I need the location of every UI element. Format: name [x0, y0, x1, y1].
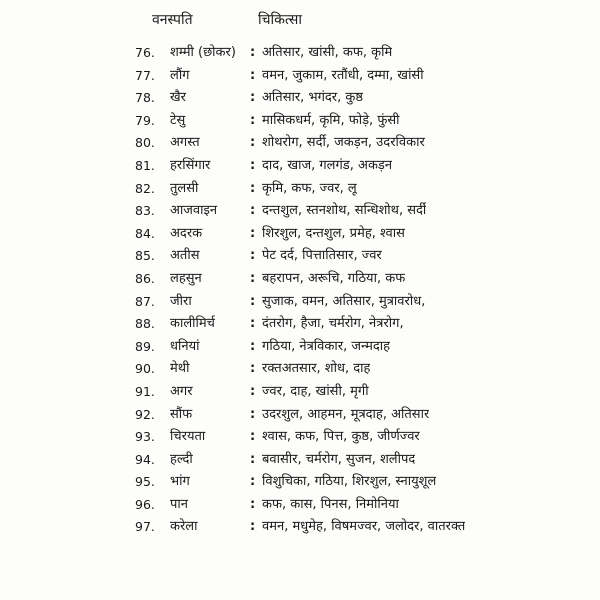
separator-colon: :: [250, 157, 256, 173]
list-item: [0, 268, 600, 291]
item-number: 84.: [135, 225, 155, 241]
plant-name: धनियां: [170, 338, 200, 354]
treatment-uses: कृमि, कफ, ज्वर, लू: [262, 180, 357, 196]
list-item: [0, 245, 600, 268]
list-item: [0, 516, 600, 539]
list-item: [0, 291, 600, 314]
treatment-uses: शिरशुल, दन्तशुल, प्रमेह, श्वास: [262, 225, 405, 241]
item-number: 96.: [135, 496, 155, 512]
plant-name: लौंग: [170, 67, 190, 83]
list-item: [0, 358, 600, 381]
item-number: 83.: [135, 203, 155, 219]
plant-name: शम्मी (छोकर): [170, 45, 236, 60]
separator-colon: :: [250, 293, 256, 309]
treatment-uses: पेट दर्द, पित्तातिसार, ज्वर: [262, 248, 382, 264]
plant-column-header: वनस्पति: [152, 12, 193, 28]
plant-name: खैर: [170, 90, 186, 106]
treatment-uses: उदरशुल, आहमन, मूत्रदाह, अतिसार: [262, 406, 430, 422]
plant-name: हल्दी: [170, 451, 193, 467]
list-item: [0, 178, 600, 201]
item-number: 87.: [135, 293, 155, 309]
treatment-uses: वमन, जुकाम, रतौंधी, दम्मा, खांसी: [262, 67, 424, 83]
separator-colon: :: [250, 474, 256, 490]
plant-name: अगर: [170, 383, 193, 399]
separator-colon: :: [250, 67, 256, 83]
list-item: [0, 471, 600, 494]
treatment-uses: विशुचिका, गठिया, शिरशुल, स्नायुशूल: [262, 474, 437, 490]
item-number: 91.: [135, 383, 155, 399]
treatment-uses: गठिया, नेत्रविकार, जन्मदाह: [262, 338, 391, 354]
separator-colon: :: [250, 429, 256, 445]
separator-colon: :: [250, 248, 256, 264]
treatment-uses: दन्तशुल, स्तनशोथ, सन्धिशोथ, सर्दी: [262, 203, 427, 219]
item-number: 86.: [135, 270, 155, 286]
separator-colon: :: [250, 316, 256, 332]
treatment-uses: अतिसार, भगंदर, कुष्ठ: [262, 90, 364, 106]
separator-colon: :: [250, 338, 256, 354]
treatment-uses: सुजाक, वमन, अतिसार, मुत्रावरोध,: [262, 293, 426, 309]
list-item: [0, 110, 600, 133]
separator-colon: :: [250, 112, 256, 128]
plant-name: तुलसी: [170, 180, 199, 196]
list-item: [0, 313, 600, 336]
separator-colon: :: [250, 90, 256, 106]
treatment-uses: शोथरोग, सर्दी, जकड़न, उदरविकार: [262, 135, 425, 151]
list-item: [0, 426, 600, 449]
separator-colon: :: [250, 496, 256, 512]
plant-name: करेला: [170, 519, 198, 535]
list-item: [0, 65, 600, 88]
treatment-uses: बवासीर, चर्मरोग, सुजन, शलीपद: [262, 451, 416, 467]
plant-name: जीरा: [170, 293, 192, 309]
list-item: [0, 42, 600, 65]
separator-colon: :: [250, 383, 256, 399]
item-number: 90.: [135, 361, 155, 377]
item-number: 81.: [135, 157, 155, 173]
separator-colon: :: [250, 135, 256, 151]
item-number: 85.: [135, 248, 155, 264]
plant-name: हरसिंगार: [170, 157, 211, 173]
separator-colon: :: [250, 45, 256, 60]
list-item: [0, 87, 600, 110]
treatment-uses: मासिकधर्म, कृमि, फोड़े, फुंसी: [262, 112, 400, 128]
list-item: [0, 132, 600, 155]
list-item: [0, 200, 600, 223]
list-item: [0, 155, 600, 178]
item-number: 80.: [135, 135, 155, 151]
item-number: 76.: [135, 45, 155, 60]
list-item: [0, 381, 600, 404]
list-item: [0, 494, 600, 517]
item-number: 77.: [135, 67, 155, 83]
separator-colon: :: [250, 406, 256, 422]
item-number: 93.: [135, 429, 155, 445]
item-number: 92.: [135, 406, 155, 422]
treatment-column-header: चिकित्सा: [258, 12, 302, 28]
list-item: [0, 449, 600, 472]
plant-name: पान: [170, 496, 188, 512]
plant-name: भांग: [170, 474, 190, 490]
item-number: 88.: [135, 316, 155, 332]
treatment-uses: ज्वर, दाह, खांसी, मृगी: [262, 383, 369, 399]
list-item: [0, 336, 600, 359]
separator-colon: :: [250, 270, 256, 286]
plant-name: मेथी: [170, 361, 190, 377]
treatment-uses: रक्तअतसार, शोध, दाह: [262, 361, 371, 377]
treatment-uses: दंतरोग, हैजा, चर्मरोग, नेत्ररोग,: [262, 316, 404, 332]
plant-name: आजवाइन: [170, 203, 218, 219]
separator-colon: :: [250, 451, 256, 467]
plant-name: अतीस: [170, 248, 200, 264]
table-header: [0, 10, 600, 34]
plant-name: टेसु: [170, 112, 186, 128]
separator-colon: :: [250, 180, 256, 196]
list-item: [0, 404, 600, 427]
treatment-uses: दाद, खाज, गलगंड, अकड़न: [262, 157, 393, 173]
item-number: 97.: [135, 519, 155, 535]
plant-name: लहसुन: [170, 270, 202, 286]
item-number: 94.: [135, 451, 155, 467]
plant-name: सौंफ: [170, 406, 193, 422]
item-number: 82.: [135, 180, 155, 196]
plant-name: अगस्त: [170, 135, 200, 151]
treatment-uses: श्वास, कफ, पित्त, कुष्ठ, जीर्णज्वर: [262, 429, 420, 445]
treatment-uses: अतिसार, खांसी, कफ, कृमि: [262, 45, 393, 60]
plant-name: कालीमिर्च: [170, 316, 215, 332]
treatment-uses: वमन, मधुमेह, विषमज्वर, जलोदर, वातरक्त: [262, 519, 466, 535]
list-item: [0, 223, 600, 246]
item-number: 79.: [135, 112, 155, 128]
item-number: 89.: [135, 338, 155, 354]
separator-colon: :: [250, 519, 256, 535]
item-number: 78.: [135, 90, 155, 106]
treatment-uses: बहरापन, अरूचि, गठिया, कफ: [262, 270, 406, 286]
separator-colon: :: [250, 361, 256, 377]
separator-colon: :: [250, 203, 256, 219]
plant-name: अदरक: [170, 225, 203, 241]
separator-colon: :: [250, 225, 256, 241]
plant-name: चिरयता: [170, 429, 206, 445]
plant-treatment-list: [0, 42, 600, 539]
treatment-uses: कफ, कास, पिनस, निमोनिया: [262, 496, 399, 512]
item-number: 95.: [135, 474, 155, 490]
